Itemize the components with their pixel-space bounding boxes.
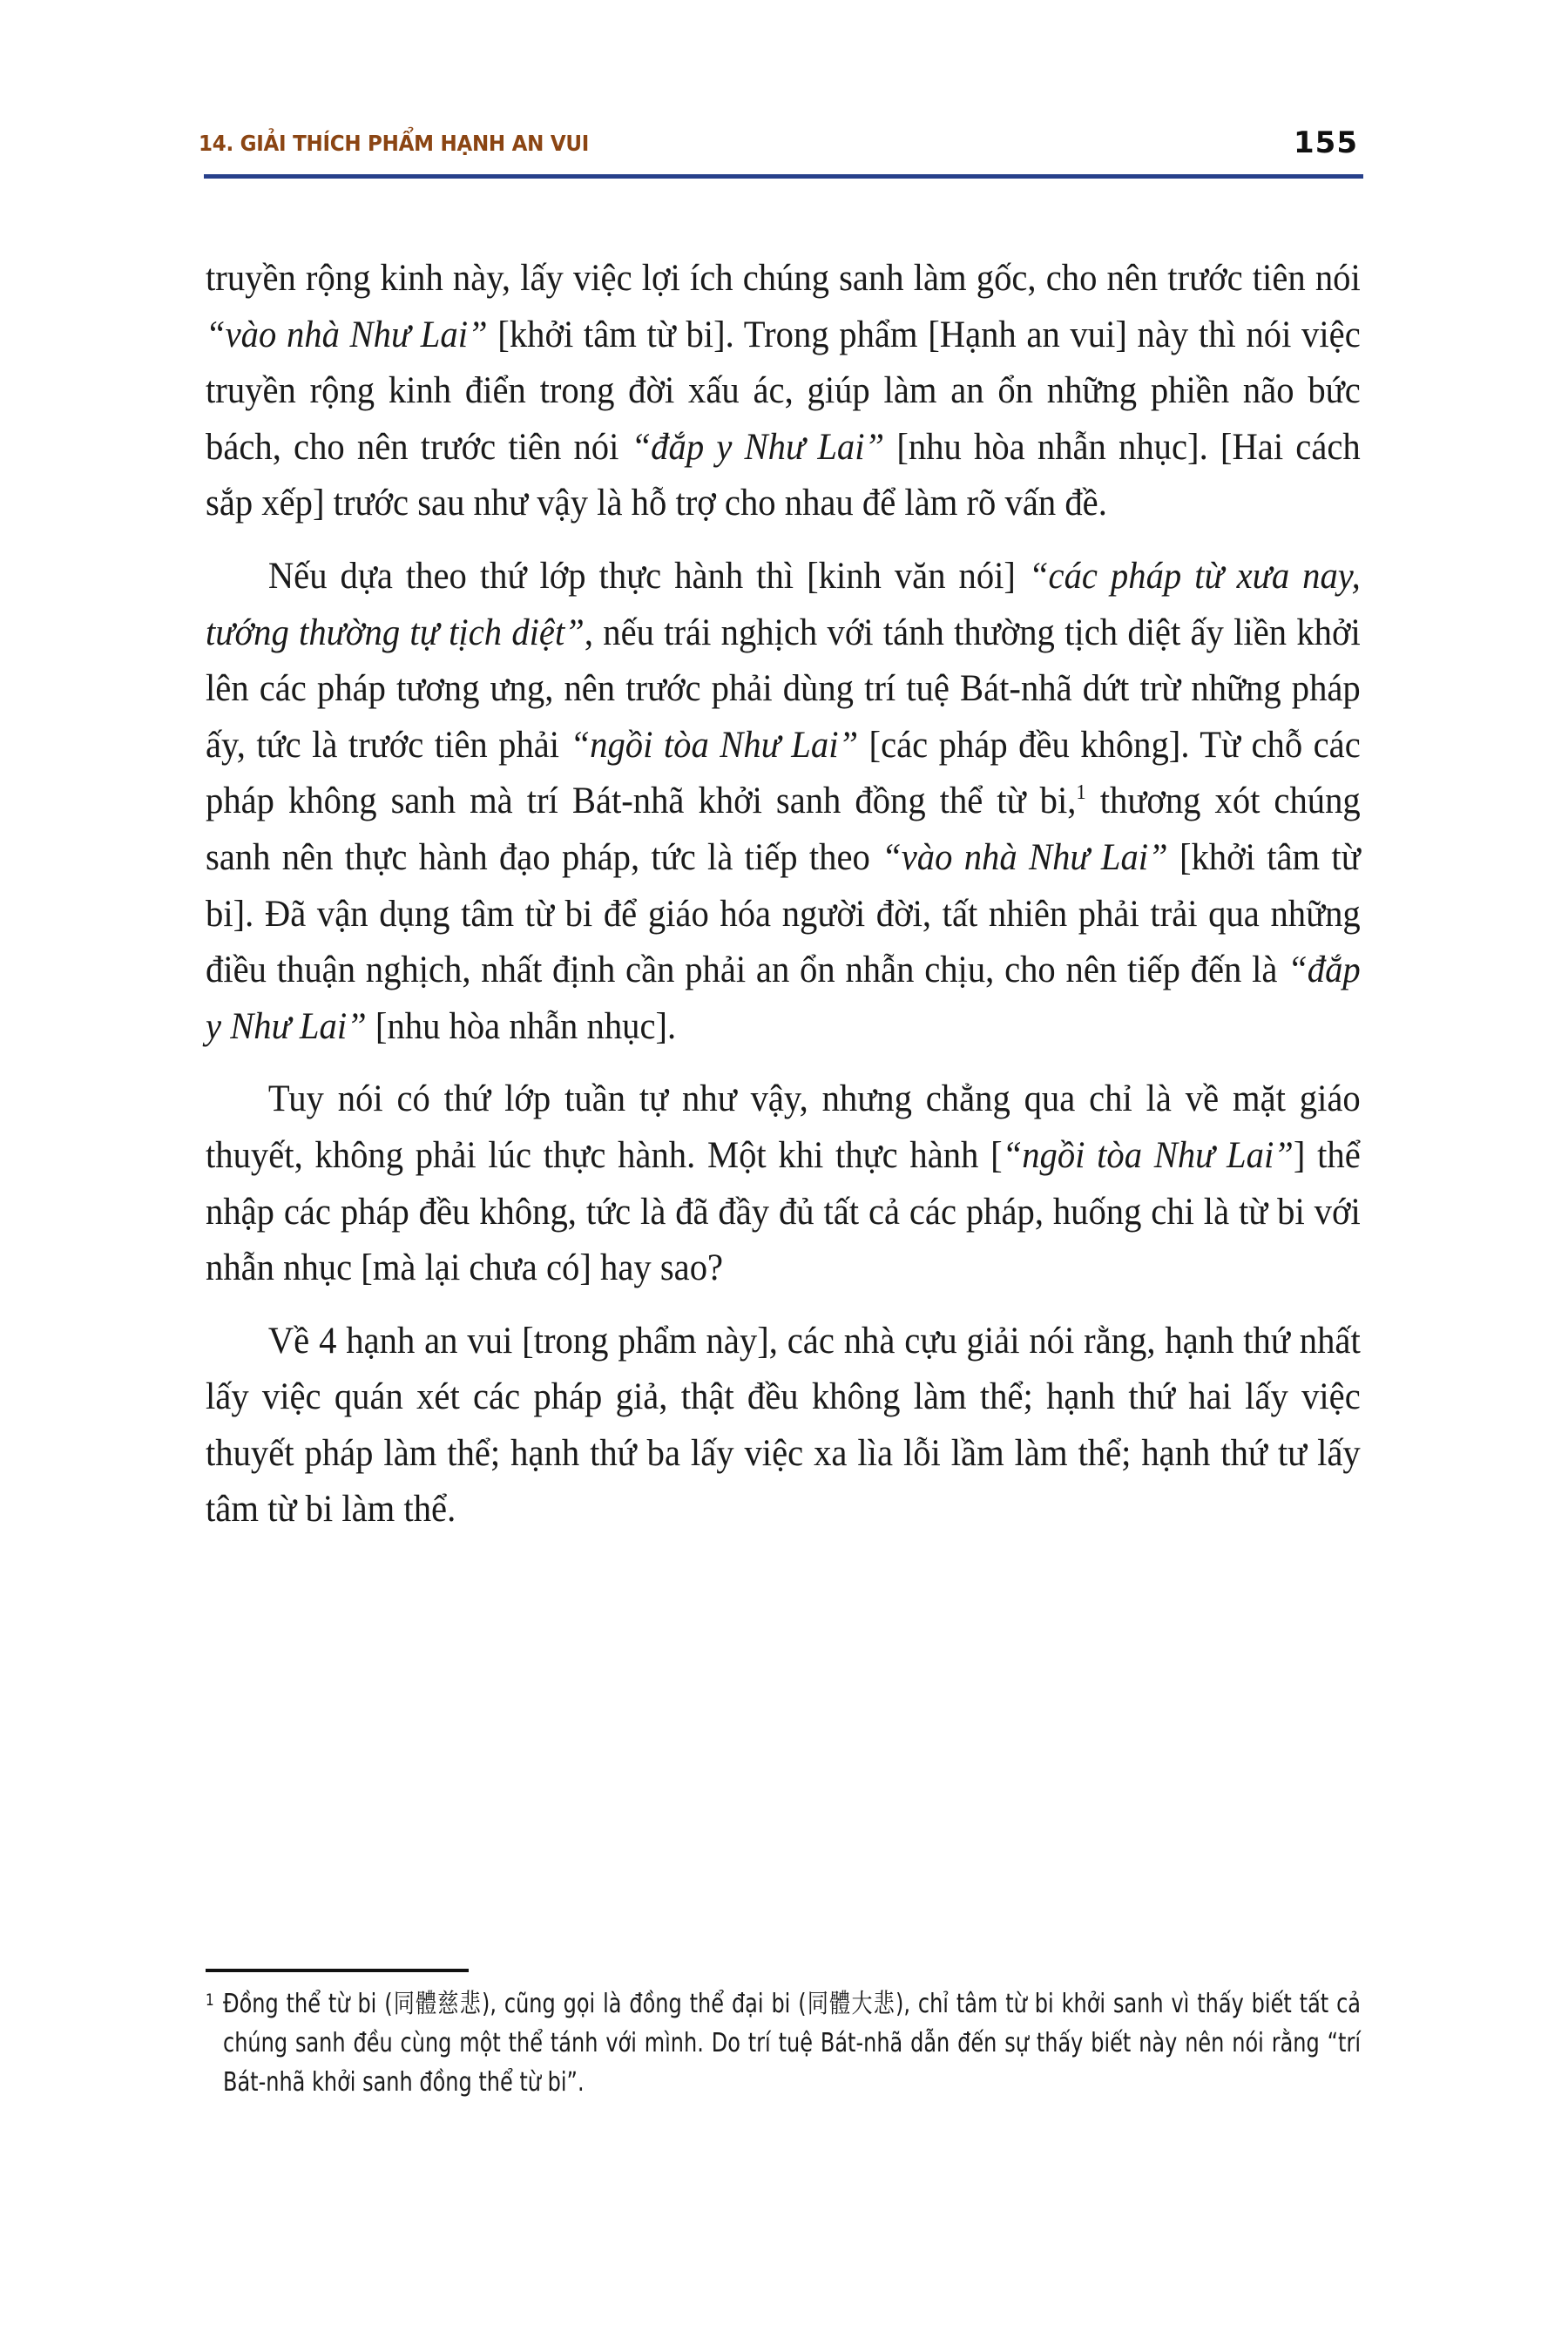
quoted-sutra-phrase: “các pháp từ xưa nay, tướng thường tự tịch diệt” (206, 555, 1361, 653)
chapter-title: 14. GIẢI THÍCH PHẨM HẠNH AN VUI (199, 131, 590, 156)
paragraph (206, 1314, 1361, 1538)
footnote (206, 1984, 1361, 2102)
quoted-sutra-phrase: “ngồi tòa Như Lai” (1002, 1134, 1294, 1176)
text-run: Tuy nói có thứ lớp tuần tự như vậy, nhưng chẳng qua chỉ là về mặt giáo thuyết, không phải lúc thực hành. Một khi thực hành [ (206, 1078, 1361, 1176)
text-run: [các pháp đều không]. Từ chỗ các pháp không sanh mà trí Bát-nhã khởi sanh đồng thể từ bi, (206, 724, 1361, 822)
quoted-sutra-phrase: “vào nhà Như Lai” (206, 314, 488, 355)
running-header (199, 127, 1363, 171)
text-run: , nếu trái nghịch với tánh thường tịch diệt ấy liền khởi lên các pháp tương ưng, nên trước phải dùng trí tuệ Bát-nhã dứt trừ những pháp ấy, tức là trước tiên phải (206, 612, 1361, 766)
quoted-sutra-phrase: “đắp y Như Lai” (631, 426, 885, 468)
text-run: truyền rộng kinh này, lấy việc lợi ích chúng sanh làm gốc, cho nên trước tiên nói (206, 258, 1361, 299)
paragraph (206, 1071, 1361, 1296)
footnote-separator (206, 1969, 469, 1972)
text-run: [nhu hòa nhẫn nhục]. [Hai cách sắp xếp] trước sau như vậy là hỗ trợ cho nhau để làm rõ vấn đề. (206, 426, 1361, 524)
quoted-sutra-phrase: “vào nhà Như Lai” (882, 836, 1168, 878)
text-run: [khởi tâm từ bi]. Trong phẩm [Hạnh an vui] này thì nói việc truyền rộng kinh điển trong đời xấu ác, giúp làm an ổn những phiền não bức bách, cho nên trước tiên nói (206, 314, 1361, 468)
text-run: Về 4 hạnh an vui [trong phẩm này], các nhà cựu giải nói rằng, hạnh thứ nhất lấy việc quán xét các pháp giả, thật đều không làm thể; hạnh thứ hai lấy việc thuyết pháp làm thể; hạnh thứ ba lấy việc xa lìa lỗi lầm làm thể; hạnh thứ tư lấy tâm từ bi làm thể. (206, 1320, 1361, 1531)
text-run: [khởi tâm từ bi]. Đã vận dụng tâm từ bi để giáo hóa người đời, tất nhiên phải trải qua những điều thuận nghịch, nhất định cần phải an ổn nhẫn chịu, cho nên tiếp đến là (206, 836, 1361, 991)
footnotes (206, 1984, 1361, 2102)
header-rule (204, 174, 1363, 179)
text-run: thương xót chúng sanh nên thực hành đạo pháp, tức là tiếp theo (206, 781, 1361, 878)
footnote-text: Đồng thể từ bi (同體慈悲), cũng gọi là đồng thể đại bi (同體大悲), chỉ tâm từ bi khởi sanh vì thấy biết tất cả chúng sanh đều cùng một thể tánh với mình. Do trí tuệ Bát-nhã dẫn đến sự thấy biết này nên nói rằng “trí Bát-nhã khởi sanh đồng thể từ bi”. (223, 1989, 1361, 2098)
paragraph (206, 251, 1361, 532)
page-number: 155 (1294, 125, 1358, 160)
footnote-marker: 1 (206, 1990, 214, 2010)
footnote-ref[interactable]: 1 (1076, 781, 1086, 805)
text-run: [nhu hòa nhẫn nhục]. (366, 1005, 677, 1047)
paragraph (206, 549, 1361, 1055)
text-run: Nếu dựa theo thứ lớp thực hành thì [kinh văn nói] (267, 555, 1029, 597)
quoted-sutra-phrase: “đắp y Như Lai” (206, 950, 1361, 1047)
text-run: ] thể nhập các pháp đều không, tức là đã đầy đủ tất cả các pháp, huống chi là từ bi với nhẫn nhục [mà lại chưa có] hay sao? (206, 1134, 1361, 1289)
body-text (206, 251, 1361, 1555)
quoted-sutra-phrase: “ngồi tòa Như Lai” (570, 724, 859, 766)
